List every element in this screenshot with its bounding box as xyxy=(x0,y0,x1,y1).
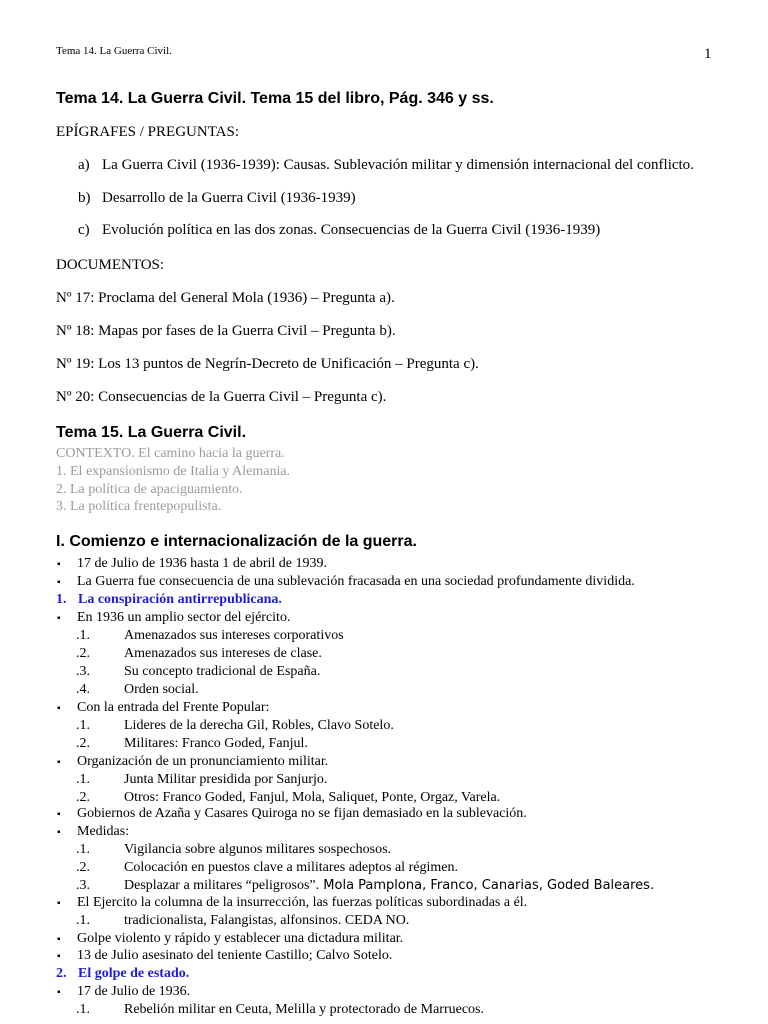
subitem-text: Militares: Franco Goded, Fanjul. xyxy=(124,736,308,751)
outline-subitem xyxy=(76,682,199,698)
bullet-text: 17 de Julio de 1936 hasta 1 de abril de 1939. xyxy=(77,556,328,571)
subitem-text: tradicionalista, Falangistas, alfonsinos. CEDA NO. xyxy=(124,913,410,928)
question-marker: a) xyxy=(78,157,90,173)
context-line: 3. La política frentepopulista. xyxy=(56,499,222,514)
subitem-marker: .3. xyxy=(76,664,90,679)
subitem-text-tail: Mola Pamplona, Franco, Canarias, Goded Baleares. xyxy=(319,878,655,893)
running-header: Tema 14. La Guerra Civil. xyxy=(56,45,172,57)
outline-bullet-item xyxy=(57,824,129,840)
bullet-text: El Ejercito la columna de la insurrección, las fuerzas políticas subordinadas a él. xyxy=(77,895,528,910)
bullet-icon: ▪ xyxy=(57,898,61,909)
section-heading-text: La conspiración antirrepublicana. xyxy=(78,592,282,607)
bullet-text: Golpe violento y rápido y establecer una dictadura militar. xyxy=(77,931,404,946)
subitem-marker: .1. xyxy=(76,772,90,787)
page-number: 1 xyxy=(704,46,712,62)
epigrafes-heading: EPÍGRAFES / PREGUNTAS: xyxy=(56,124,239,140)
bullet-text: Con la entrada del Frente Popular: xyxy=(77,700,270,715)
outline-subitem xyxy=(76,772,327,788)
section-number: 1. xyxy=(56,592,67,607)
subitem-marker: .1. xyxy=(76,1002,90,1017)
outline-subitem xyxy=(76,736,308,752)
outline-bullet-item xyxy=(57,610,290,626)
question-marker: b) xyxy=(78,190,91,206)
bullet-icon: ▪ xyxy=(57,757,61,768)
subitem-marker: .1. xyxy=(76,628,90,643)
outline-bullet-item xyxy=(57,806,527,822)
document-item: Nº 18: Mapas por fases de la Guerra Civil – Pregunta b). xyxy=(56,323,396,339)
bullet-icon: ▪ xyxy=(57,951,61,962)
outline-bullet-item xyxy=(57,984,190,1000)
context-line: 1. El expansionismo de Italia y Alemania. xyxy=(56,464,291,479)
outline-bullet-item xyxy=(57,574,635,590)
bullet-text: Medidas: xyxy=(77,824,130,839)
outline-subitem xyxy=(76,718,394,734)
subitem-text: Rebelión militar en Ceuta, Melilla y protectorado de Marruecos. xyxy=(124,1002,484,1017)
subitem-marker: .1. xyxy=(76,842,90,857)
subitem-text: Junta Militar presidida por Sanjurjo. xyxy=(124,772,328,787)
context-line: 2. La política de apaciguamiento. xyxy=(56,482,243,497)
documentos-heading: DOCUMENTOS: xyxy=(56,257,165,273)
subitem-text: Desplazar a militares “peligrosos”. xyxy=(124,878,320,893)
question-item-a xyxy=(78,157,694,174)
outline-bullet-item xyxy=(57,948,392,964)
bullet-text: Gobiernos de Azaña y Casares Quiroga no se fijan demasiado en la sublevación. xyxy=(77,806,527,821)
document-item: Nº 17: Proclama del General Mola (1936) – Pregunta a). xyxy=(56,290,395,306)
subitem-marker: .2. xyxy=(76,790,90,805)
outline-subitem xyxy=(76,646,322,662)
bullet-icon: ▪ xyxy=(57,827,61,838)
bullet-icon: ▪ xyxy=(57,613,61,624)
question-text: Evolución política en las dos zonas. Consecuencias de la Guerra Civil (1936-1939) xyxy=(102,222,601,238)
subitem-text: Su concepto tradicional de España. xyxy=(124,664,321,679)
outline-subitem xyxy=(76,1002,484,1018)
subitem-text: Colocación en puestos clave a militares adeptos al régimen. xyxy=(124,860,458,875)
bullet-icon: ▪ xyxy=(57,934,61,945)
subitem-text: Amenazados sus intereses corporativos xyxy=(124,628,344,643)
tema15-title: Tema 15. La Guerra Civil. xyxy=(56,424,247,441)
question-text: Desarrollo de la Guerra Civil (1936-1939) xyxy=(102,190,356,206)
subitem-text: Orden social. xyxy=(124,682,199,697)
page-title: Tema 14. La Guerra Civil. Tema 15 del libro, Pág. 346 y ss. xyxy=(56,90,494,107)
subitem-marker: .2. xyxy=(76,646,90,661)
subitem-marker: .1. xyxy=(76,718,90,733)
section-heading xyxy=(56,592,282,608)
document-item: Nº 20: Consecuencias de la Guerra Civil – Pregunta c). xyxy=(56,389,387,405)
bullet-icon: ▪ xyxy=(57,577,61,588)
subitem-text: Otros: Franco Goded, Fanjul, Mola, Saliquet, Ponte, Orgaz, Varela. xyxy=(124,790,501,805)
outline-bullet-item xyxy=(57,700,269,716)
outline-subitem xyxy=(76,790,500,806)
subitem-marker: .2. xyxy=(76,860,90,875)
outline-subitem xyxy=(76,913,409,929)
outline-bullet-item xyxy=(57,931,403,947)
outline-bullet-item xyxy=(57,895,527,911)
question-item-c xyxy=(78,222,600,239)
subitem-marker: .3. xyxy=(76,878,90,893)
outline-bullet-item xyxy=(57,556,327,572)
bullet-text: Organización de un pronunciamiento militar. xyxy=(77,754,329,769)
section-heading-text: El golpe de estado. xyxy=(78,966,190,981)
document-item: Nº 19: Los 13 puntos de Negrín-Decreto de Unificación – Pregunta c). xyxy=(56,356,479,372)
question-text: La Guerra Civil (1936-1939): Causas. Sublevación militar y dimensión internacional del conflicto. xyxy=(102,157,694,173)
outline-subitem xyxy=(76,628,344,644)
question-marker: c) xyxy=(78,222,90,238)
bullet-icon: ▪ xyxy=(57,559,61,570)
subitem-marker: .1. xyxy=(76,913,90,928)
section-number: 2. xyxy=(56,966,67,981)
bullet-text: 13 de Julio asesinato del teniente Castillo; Calvo Sotelo. xyxy=(77,948,393,963)
subitem-text: Amenazados sus intereses de clase. xyxy=(124,646,322,661)
subitem-text: Lideres de la derecha Gil, Robles, Clavo Sotelo. xyxy=(124,718,394,733)
subitem-text: Vigilancia sobre algunos militares sospechosos. xyxy=(124,842,392,857)
subitem-marker: .2. xyxy=(76,736,90,751)
context-line: CONTEXTO. El camino hacia la guerra. xyxy=(56,446,285,461)
bullet-text: 17 de Julio de 1936. xyxy=(77,984,191,999)
outline-subitem xyxy=(76,878,654,894)
outline-subitem xyxy=(76,664,320,680)
outline-subitem xyxy=(76,842,391,858)
section-heading xyxy=(56,966,189,982)
question-item-b xyxy=(78,190,356,207)
bullet-icon: ▪ xyxy=(57,703,61,714)
subitem-marker: .4. xyxy=(76,682,90,697)
bullet-icon: ▪ xyxy=(57,987,61,998)
section1-title: I. Comienzo e internacionalización de la guerra. xyxy=(56,533,417,550)
bullet-text: En 1936 un amplio sector del ejército. xyxy=(77,610,291,625)
bullet-text: La Guerra fue consecuencia de una sublevación fracasada en una sociedad profundamente dividida. xyxy=(77,574,635,589)
outline-bullet-item xyxy=(57,754,328,770)
outline-subitem xyxy=(76,860,458,876)
bullet-icon: ▪ xyxy=(57,809,61,820)
